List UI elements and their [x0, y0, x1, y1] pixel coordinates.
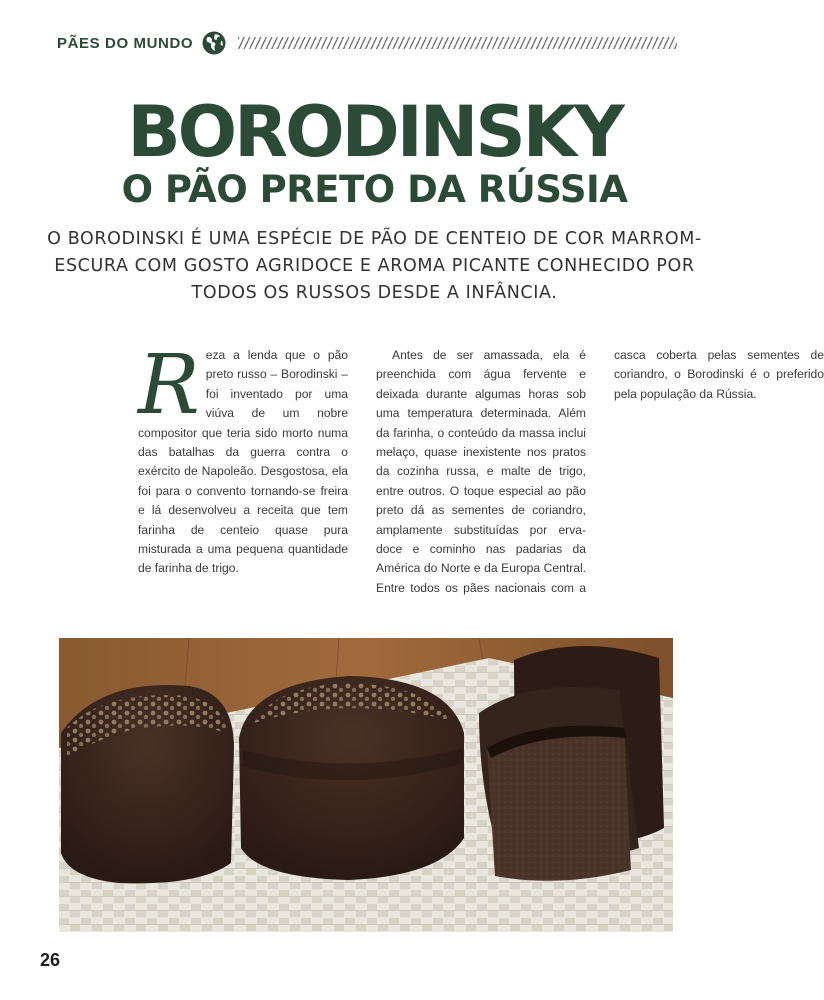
section-header: [57, 28, 677, 58]
article-paragraph-1: [138, 338, 348, 579]
globe-icon: [202, 31, 226, 55]
page-title: BORODINSKY: [127, 91, 622, 173]
decorative-hatch-line: [238, 37, 677, 49]
bread-photo: [59, 638, 673, 932]
bread-photo-illustration: [59, 638, 673, 932]
section-title: PÃES DO MUNDO: [57, 34, 194, 52]
page-number: 26: [40, 950, 61, 970]
intro-paragraph: O BORODINSKI É UMA ESPÉCIE DE PÃO DE CENTEIO DE COR MARROM-ESCURA COM GOSTO AGRIDOCE E AROMA PICANTE CONHECIDO POR TODOS OS RUSSOS DESDE A INFÂNCIA.: [47, 229, 702, 303]
drop-cap: R: [138, 338, 200, 433]
page-subtitle: O PÃO PRETO DA RÚSSIA: [121, 168, 628, 211]
article-paragraph-1-text: eza a lenda que o pão preto russo – Borodinski – foi inventado por uma viúva de um nobre compositor que teria sido morto numa das batalhas da guerra contra o exército de Napoleão. Desgostosa, ela foi para o convento tornando-se freira e lá desenvolveu a receita que tem farinha de centeio quase pura misturada a uma pequena quantidade de farinha de trigo.: [138, 348, 348, 576]
article-body: [138, 338, 824, 606]
article-paragraph-2: Antes de ser amassada, ela é preenchida com água fervente e deixada durante algumas horas sob uma temperatura determinada. Além da farinha, o conteúdo da massa inclui melaço, quase inexistente nos pratos da cozinha russa, e malte de trigo, entre outros. O toque especial ao pão preto dá as sementes de coriandro, amplamente substituídas por erva-doce e cominho nas padarias da América do Norte e da Europa Central. Entre todos os pães nacionais com a casca coberta pelas sementes de coriandro, o Borodinski é o preferido pela população da Rússia.: [376, 348, 824, 595]
